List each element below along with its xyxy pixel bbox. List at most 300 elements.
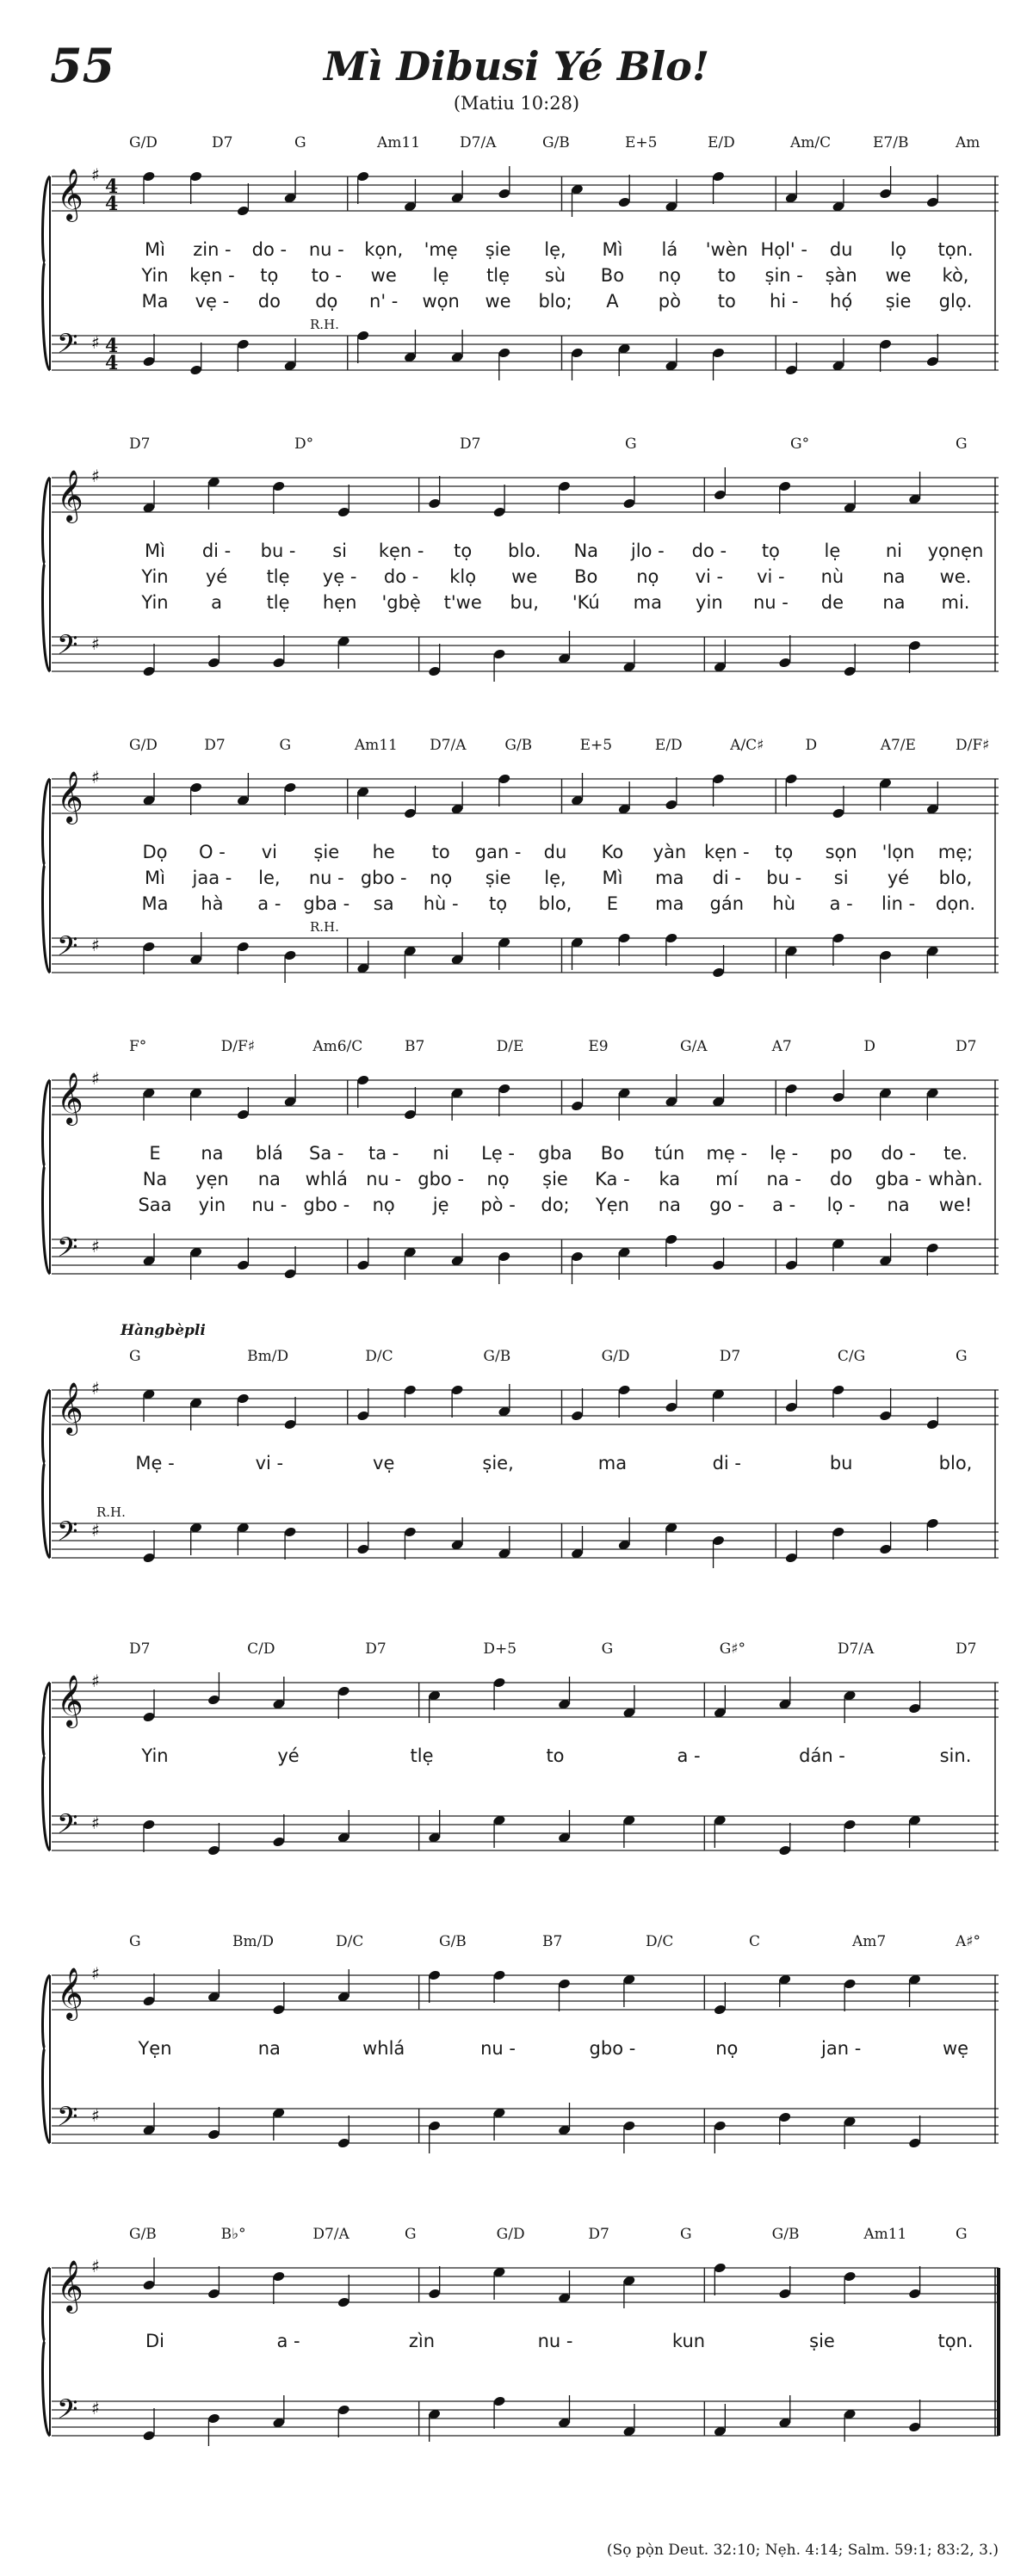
lyric-syllable: Saa [138, 1195, 172, 1215]
lyric-syllable: lọ [890, 239, 906, 260]
lyric-syllable: we. [939, 566, 972, 587]
lyric-syllable: na [201, 1143, 224, 1164]
lyric-syllable: vi [261, 842, 277, 862]
chord-symbol: G° [790, 436, 810, 453]
lyric-syllable: hù - [423, 893, 459, 914]
lyric-syllable: blo, [938, 1453, 973, 1473]
lyric-syllable: Ma [141, 893, 169, 914]
lyric-syllable: tlẹ [266, 566, 290, 587]
treble-staff [52, 757, 999, 835]
bass-staff [52, 620, 999, 697]
key-signature-sharp-icon: ♯ [91, 1671, 100, 1691]
treble-staff [52, 1954, 999, 2031]
chord-symbol: Am11 [354, 737, 398, 754]
lyric-syllable: 'lọn [881, 842, 915, 862]
lyric-syllable: Lẹ - [481, 1143, 515, 1164]
lyrics-block [52, 1446, 999, 1506]
treble-staff [52, 2246, 999, 2324]
right-hand-marker: R.H. [310, 919, 339, 935]
chord-symbol: D7 [212, 134, 233, 151]
chord-symbols [52, 1635, 999, 1661]
lyric-syllable: 'wèn [705, 239, 748, 260]
lyric-syllable: nọ [715, 2038, 739, 2059]
lyric-syllable: hi - [770, 291, 799, 312]
bass-staff [52, 1799, 999, 1876]
lyric-syllable: jan - [821, 2038, 862, 2059]
lyric-syllable: we [511, 566, 538, 587]
time-signature: 4 [105, 335, 119, 357]
chord-symbol: A7/E [880, 737, 916, 754]
lyric-syllable: Bo [574, 566, 598, 587]
lyric-syllable: gbo - [418, 1169, 465, 1189]
final-barline [993, 2221, 1000, 2462]
lyric-line [52, 1195, 999, 1220]
lyric-syllable: te. [943, 1143, 968, 1164]
chord-symbol: E7/B [873, 134, 909, 151]
chord-symbol: G [405, 2226, 417, 2243]
treble-clef-icon: 𝄞 [57, 1382, 84, 1434]
lyric-syllable: do [257, 291, 281, 312]
chord-symbol: D7 [588, 2226, 609, 2243]
music-system [52, 1635, 999, 1876]
lyric-syllable: pò [658, 291, 681, 312]
lyric-syllable: n' - [369, 291, 399, 312]
lyric-syllable: nọ [372, 1195, 395, 1215]
lyric-syllable: kẹn - [703, 842, 750, 862]
chord-symbol: G [956, 1348, 968, 1365]
lyric-syllable: nu - [480, 2038, 516, 2059]
key-signature-sharp-icon: ♯ [91, 164, 100, 185]
bass-staff [52, 1222, 999, 1300]
lyric-line [52, 1169, 999, 1195]
key-signature-sharp-icon: ♯ [91, 1813, 100, 1833]
lyric-syllable: Di [145, 2331, 165, 2351]
lyric-syllable: do - [881, 1143, 916, 1164]
chord-symbol: G [680, 2226, 692, 2243]
barline [993, 129, 1000, 396]
lyric-syllable: po [830, 1143, 853, 1164]
lyric-syllable: nọ [430, 868, 453, 888]
lyric-line [52, 868, 999, 893]
lyric-syllable: Yin [141, 566, 169, 587]
lyric-syllable: tọ [775, 842, 794, 862]
lyric-syllable: tún [654, 1143, 685, 1164]
lyric-syllable: blo, [538, 893, 572, 914]
lyric-syllable: dán - [799, 1745, 845, 1766]
chord-symbol: E+5 [625, 134, 658, 151]
system-bracket [40, 129, 52, 396]
hymn-title: Mì Dibusi Yé Blo! [323, 43, 710, 90]
chord-symbol: G [294, 134, 306, 151]
chord-symbol: Am11 [863, 2226, 907, 2243]
key-signature-sharp-icon: ♯ [91, 935, 100, 955]
lyric-syllable: hẹn [322, 592, 357, 613]
lyric-syllable: E [149, 1143, 161, 1164]
chord-symbol: A7 [771, 1038, 792, 1055]
system-bracket [40, 732, 52, 998]
time-signature: 4 [105, 193, 119, 215]
lyric-syllable: kọn, [364, 239, 404, 260]
barline [993, 1928, 1000, 2169]
lyric-syllable: 'Kú [572, 592, 600, 613]
lyric-syllable: vi - [255, 1453, 284, 1473]
bass-staff [52, 921, 999, 998]
chord-symbol: E+5 [579, 737, 613, 754]
lyric-syllable: do; [541, 1195, 570, 1215]
chord-symbol: D [805, 737, 818, 754]
lyric-syllable: yọnẹn [927, 541, 984, 561]
chord-symbol: B7 [405, 1038, 425, 1055]
bass-staff [52, 2091, 999, 2169]
lyric-syllable: Yin [141, 265, 169, 286]
lyric-line [52, 2038, 999, 2064]
lyric-syllable: Yin [141, 592, 169, 613]
lyric-syllable: na [882, 566, 906, 587]
lyric-syllable: pò - [480, 1195, 516, 1215]
key-signature-sharp-icon: ♯ [91, 2105, 100, 2126]
chord-symbol: E/D [654, 737, 683, 754]
chord-symbols [52, 1343, 999, 1368]
lyric-syllable: Mì [145, 868, 165, 888]
lyric-syllable: lin - [881, 893, 916, 914]
lyric-syllable: we [370, 265, 397, 286]
lyric-syllable: Họl' - [760, 239, 807, 260]
chord-symbol: G/D [496, 2226, 525, 2243]
chord-symbol: A/C♯ [730, 737, 764, 754]
music-system [52, 129, 999, 396]
music-system [52, 1033, 999, 1300]
lyric-syllable: bu - [260, 541, 296, 561]
bass-clef-icon: 𝄢 [57, 328, 78, 366]
lyric-syllable: Sa - [309, 1143, 344, 1164]
lyric-syllable: nọ [658, 265, 681, 286]
chord-symbol: D7 [129, 1640, 151, 1658]
chord-symbol: D7 [365, 1640, 387, 1658]
lyric-syllable: yin [198, 1195, 226, 1215]
lyric-syllable: nu - [308, 239, 344, 260]
lyric-syllable: tlẹ [266, 592, 290, 613]
lyric-syllable: wẹ [942, 2038, 969, 2059]
lyric-syllable: ṣie [485, 239, 511, 260]
lyric-syllable: lẹ, [544, 239, 566, 260]
lyric-syllable: Ma [141, 291, 169, 312]
bass-clef-icon: 𝄢 [57, 930, 78, 968]
lyric-syllable: nọ [486, 1169, 510, 1189]
chord-symbol: D° [294, 436, 314, 453]
treble-clef-icon: 𝄞 [57, 1675, 84, 1727]
lyric-syllable: ma [597, 1453, 628, 1473]
key-signature-sharp-icon: ♯ [91, 466, 100, 486]
lyric-syllable: ni [885, 541, 903, 561]
chord-symbol: G/B [771, 2226, 800, 2243]
chord-symbol: G [129, 1348, 141, 1365]
chord-symbol: G/D [129, 737, 158, 754]
barline [993, 1343, 1000, 1584]
lyric-syllable: yẹn [195, 1169, 229, 1189]
lyric-syllable: bu - [766, 868, 802, 888]
music-system [52, 1322, 999, 1584]
treble-clef-icon: 𝄞 [57, 1072, 84, 1124]
lyric-syllable: E [606, 893, 619, 914]
chord-symbol: G [129, 1933, 141, 1950]
chord-symbol: D7 [956, 1038, 977, 1055]
lyric-syllable: to [717, 291, 736, 312]
lyric-syllable: na [257, 1169, 281, 1189]
lyric-syllable: tlẹ [486, 265, 510, 286]
chord-symbols [52, 129, 999, 155]
chord-symbol: D7/A [312, 2226, 349, 2243]
treble-clef-icon: 𝄞 [57, 1968, 84, 2019]
lyric-syllable: dọ [315, 291, 338, 312]
treble-clef-icon: 𝄞 [57, 2260, 84, 2312]
lyric-syllable: tlẹ [410, 1745, 434, 1766]
lyric-syllable: Bo [600, 1143, 625, 1164]
lyrics-block [52, 534, 999, 620]
treble-staff [52, 1661, 999, 1739]
lyric-syllable: yin [696, 592, 723, 613]
lyric-syllable: gba - [875, 1169, 922, 1189]
lyric-syllable: whlá [362, 2038, 405, 2059]
chord-symbol: D7 [129, 436, 151, 453]
lyric-syllable: gbo - [303, 1195, 350, 1215]
lyric-syllable: Yẹn [138, 2038, 172, 2059]
chord-symbol: Am11 [377, 134, 421, 151]
chord-symbol: C/G [837, 1348, 866, 1365]
chord-symbol: G/D [601, 1348, 630, 1365]
lyric-syllable: lẹ [824, 541, 841, 561]
lyric-syllable: Yin [141, 1745, 169, 1766]
right-hand-marker: R.H. [310, 317, 339, 332]
bass-clef-icon: 𝄢 [57, 629, 78, 667]
bass-clef-icon: 𝄢 [57, 1232, 78, 1269]
lyric-syllable: gan - [474, 842, 522, 862]
lyric-syllable: ṣie [809, 2331, 835, 2351]
lyric-syllable: ṣie, [482, 1453, 514, 1473]
lyric-syllable: si [833, 868, 849, 888]
lyric-syllable: tọ [454, 541, 473, 561]
lyric-syllable: A [606, 291, 619, 312]
lyric-syllable: tọn. [937, 239, 974, 260]
chord-symbol: D7/A [460, 134, 497, 151]
time-signature: 4 [105, 352, 119, 374]
lyric-syllable: 'mẹ [424, 239, 458, 260]
lyric-syllable: he [372, 842, 395, 862]
system-bracket [40, 1635, 52, 1876]
chord-symbol: D [863, 1038, 875, 1055]
lyric-syllable: zin - [193, 239, 232, 260]
lyric-syllable: hù [772, 893, 796, 914]
chord-symbol: G/B [483, 1348, 511, 1365]
lyric-line [52, 2331, 999, 2357]
treble-staff [52, 1059, 999, 1136]
lyric-syllable: le, [258, 868, 281, 888]
lyric-syllable: O - [199, 842, 226, 862]
lyrics-block [52, 2324, 999, 2384]
key-signature-sharp-icon: ♯ [91, 2256, 100, 2276]
key-signature-sharp-icon: ♯ [91, 1520, 100, 1541]
bass-clef-icon: 𝄢 [57, 1808, 78, 1846]
lyric-syllable: Mì [145, 239, 165, 260]
system-bracket [40, 430, 52, 697]
lyric-syllable: du [543, 842, 567, 862]
chord-symbols [52, 430, 999, 456]
treble-clef-icon: 𝄞 [57, 771, 84, 823]
hymn-number: 55 [50, 38, 115, 93]
lyric-syllable: lẹ - [770, 1143, 799, 1164]
lyric-syllable: to [431, 842, 450, 862]
lyric-syllable: ma [655, 893, 684, 914]
lyric-syllable: a - [677, 1745, 701, 1766]
lyric-syllable: kò, [942, 265, 969, 286]
bass-clef-icon: 𝄢 [57, 1516, 78, 1554]
lyric-syllable: glọ. [938, 291, 973, 312]
lyric-syllable: kẹn - [189, 265, 235, 286]
lyric-syllable: mi. [941, 592, 970, 613]
footer-references: (Sọ pọ̀n Deut. 32:10; Nẹh. 4:14; Salm. 59:1; 83:2, 3.) [606, 2542, 999, 2559]
key-signature-sharp-icon: ♯ [91, 1068, 100, 1089]
treble-staff [52, 155, 999, 232]
lyric-syllable: 'gbẹ̀ [381, 592, 421, 613]
chord-symbol: D+5 [483, 1640, 517, 1658]
lyric-syllable: na [658, 1195, 681, 1215]
lyrics-block [52, 1136, 999, 1222]
lyric-syllable: do - [383, 566, 419, 587]
treble-staff [52, 1368, 999, 1446]
lyric-syllable: nù [820, 566, 844, 587]
lyric-syllable: t'we [443, 592, 482, 613]
chord-symbols [52, 732, 999, 757]
key-signature-sharp-icon: ♯ [91, 633, 100, 654]
bass-staff [52, 1506, 999, 1584]
lyric-line [52, 265, 999, 291]
chord-symbol: D/C [646, 1933, 674, 1950]
lyric-syllable: lẹ [432, 265, 449, 286]
lyric-syllable: ṣie [542, 1169, 568, 1189]
lyric-syllable: bu [829, 1453, 853, 1473]
chord-symbol: Am6/C [312, 1038, 363, 1055]
chord-symbol: D7/A [430, 737, 467, 754]
lyric-syllable: ka [659, 1169, 681, 1189]
lyric-syllable: a - [257, 893, 281, 914]
lyric-syllable: bu, [510, 592, 539, 613]
lyric-syllable: Na [142, 1169, 168, 1189]
lyric-line [52, 566, 999, 592]
lyric-syllable: nu - [366, 1169, 402, 1189]
lyric-line [52, 1453, 999, 1479]
chord-symbol: G [625, 436, 637, 453]
bass-clef-icon: 𝄢 [57, 2101, 78, 2139]
lyric-syllable: vi - [695, 566, 724, 587]
lyric-syllable: di - [201, 541, 232, 561]
lyric-syllable: họ́ [830, 291, 853, 312]
lyric-syllable: we [485, 291, 511, 312]
barline [993, 1635, 1000, 1876]
chord-symbol: G [601, 1640, 614, 1658]
lyric-syllable: dọn. [935, 893, 976, 914]
lyric-syllable: we! [938, 1195, 973, 1215]
key-signature-sharp-icon: ♯ [91, 767, 100, 788]
lyric-syllable: na [257, 2038, 281, 2059]
lyric-syllable: we [885, 265, 912, 286]
lyric-syllable: de [820, 592, 844, 613]
barline [993, 430, 1000, 697]
lyric-syllable: tọ [761, 541, 780, 561]
scripture-reference: (Matiu 10:28) [453, 93, 580, 114]
lyric-syllable: lọ - [826, 1195, 856, 1215]
chord-symbol: G/B [542, 134, 570, 151]
lyric-syllable: mẹ - [706, 1143, 748, 1164]
lyric-syllable: na [882, 592, 906, 613]
lyric-syllable: blo; [538, 291, 572, 312]
lyric-syllable: nu - [251, 1195, 288, 1215]
treble-staff [52, 456, 999, 534]
chord-symbol: C/D [247, 1640, 275, 1658]
chord-symbol: D/F♯ [956, 737, 990, 754]
lyric-syllable: kẹn - [378, 541, 424, 561]
lyric-syllable: klọ [449, 566, 477, 587]
lyric-syllable: ṣin - [764, 265, 803, 286]
lyric-syllable: a [211, 592, 222, 613]
lyric-syllable: ma [633, 592, 662, 613]
right-hand-marker: R.H. [96, 1504, 126, 1520]
lyric-syllable: Dọ [142, 842, 168, 862]
music-system [52, 2221, 999, 2462]
treble-clef-icon: 𝄞 [57, 470, 84, 522]
lyric-syllable: jẹ [432, 1195, 449, 1215]
lyric-syllable: whlá [305, 1169, 348, 1189]
lyric-line [52, 541, 999, 566]
lyric-syllable: tọ [260, 265, 279, 286]
lyric-syllable: a - [276, 2331, 300, 2351]
barline [993, 732, 1000, 998]
chord-symbol: C [749, 1933, 761, 1950]
chord-symbol: Bm/D [232, 1933, 274, 1950]
lyric-syllable: zìn [408, 2331, 436, 2351]
lyric-syllable: ṣie [313, 842, 340, 862]
lyric-syllable: Mì [602, 239, 623, 260]
chord-symbol: D7 [460, 436, 481, 453]
lyric-syllable: Ka - [595, 1169, 630, 1189]
lyric-line [52, 1745, 999, 1771]
lyric-syllable: na [887, 1195, 910, 1215]
bass-clef-icon: 𝄢 [57, 2394, 78, 2431]
lyric-line [52, 1143, 999, 1169]
bass-staff [52, 318, 999, 396]
lyrics-block [52, 232, 999, 318]
chord-symbol: D/C [336, 1933, 364, 1950]
chord-symbol: Am/C [790, 134, 832, 151]
chord-symbol: D/F♯ [220, 1038, 256, 1055]
lyric-syllable: jlo - [630, 541, 665, 561]
barline [993, 1033, 1000, 1300]
chord-symbols [52, 1033, 999, 1059]
lyric-syllable: di - [712, 1453, 741, 1473]
lyric-syllable: sa [373, 893, 394, 914]
chord-symbol: F° [129, 1038, 147, 1055]
system-bracket [40, 1928, 52, 2169]
key-signature-sharp-icon: ♯ [91, 332, 100, 353]
lyric-syllable: gán [709, 893, 745, 914]
lyric-syllable: go - [709, 1195, 745, 1215]
lyric-syllable: do - [251, 239, 288, 260]
chord-symbol: G/B [504, 737, 533, 754]
lyric-syllable: jaa - [192, 868, 232, 888]
lyric-syllable: Mẹ - [135, 1453, 175, 1473]
key-signature-sharp-icon: ♯ [91, 1963, 100, 1984]
key-signature-sharp-icon: ♯ [91, 2398, 100, 2418]
lyric-syllable: nọ [636, 566, 659, 587]
chord-symbol: G♯° [719, 1640, 746, 1658]
